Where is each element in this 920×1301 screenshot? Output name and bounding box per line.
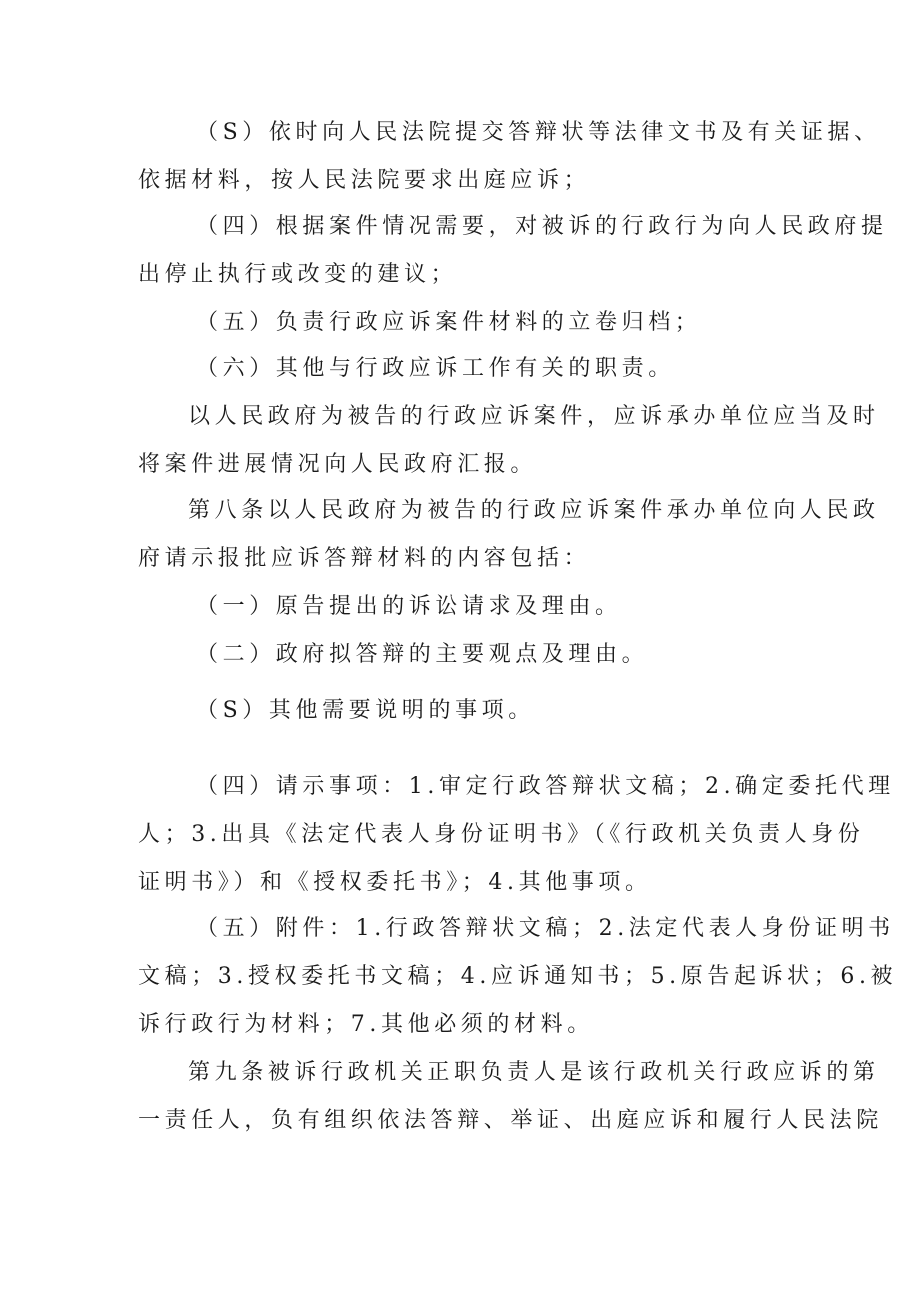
paragraph-line: （S）依时向人民法院提交答辩状等法律文书及有关证据、 [196,120,881,145]
paragraph-line: 第九条被诉行政机关正职负责人是该行政机关行政应诉的第 [188,1060,880,1085]
paragraph-line: （六）其他与行政应诉工作有关的职责。 [196,356,675,381]
paragraph-line: 证明书》）和《授权委托书》；4.其他事项。 [138,870,652,895]
paragraph-line: 府请示报批应诉答辩材料的内容包括： [138,546,591,571]
paragraph-line: （五）附件：1.行政答辩状文稿；2.法定代表人身份证明书 [196,916,895,941]
paragraph-line: （S）其他需要说明的事项。 [196,698,535,723]
paragraph-line: 出停止执行或改变的建议； [138,262,458,287]
paragraph-line: 以人民政府为被告的行政应诉案件，应诉承办单位应当及时 [188,404,880,429]
paragraph-line: 一责任人，负有组织依法答辩、举证、出庭应诉和履行人民法院 [138,1108,883,1133]
paragraph-line: （四）请示事项：1.审定行政答辩状文稿；2.确定委托代理 [196,774,895,799]
paragraph-line: （五）负责行政应诉案件材料的立卷归档； [196,310,702,335]
paragraph-line: 依据材料，按人民法院要求出庭应诉； [138,168,591,193]
paragraph-line: （一）原告提出的诉讼请求及理由。 [196,594,622,619]
paragraph-line: 诉行政行为材料；7.其他必须的材料。 [138,1012,594,1037]
paragraph-line: （二）政府拟答辩的主要观点及理由。 [196,642,649,667]
paragraph-line: 将案件进展情况向人民政府汇报。 [138,452,538,477]
paragraph-line: 第八条以人民政府为被告的行政应诉案件承办单位向人民政 [188,498,880,523]
paragraph-line: 文稿；3.授权委托书文稿；4.应诉通知书；5.原告起诉状；6.被 [138,964,898,989]
paragraph-line: 人；3.出具《法定代表人身份证明书》（《行政机关负责人身份 [138,822,865,847]
paragraph-line: （四）根据案件情况需要，对被诉的行政行为向人民政府提 [196,214,888,239]
